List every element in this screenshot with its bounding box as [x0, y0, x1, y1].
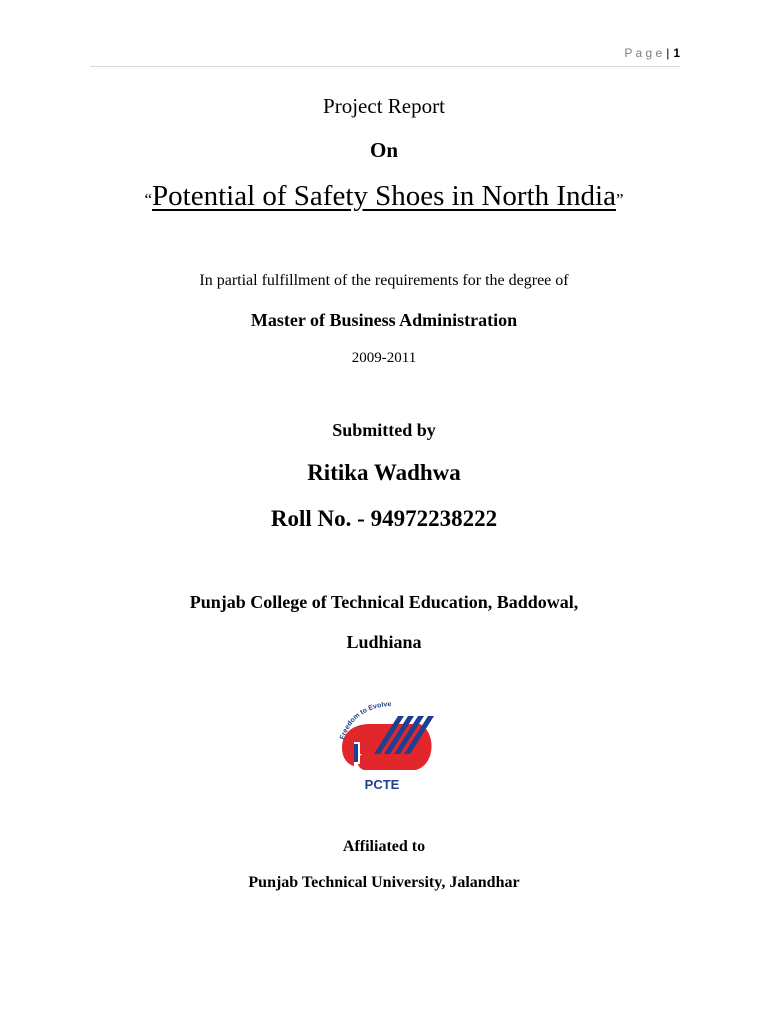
report-title-line: [0, 180, 768, 213]
report-title: Potential of Safety Shoes in North India: [152, 180, 616, 212]
college-name: Punjab College of Technical Education, Baddowal,: [189, 592, 579, 612]
pcte-logo: [332, 702, 438, 794]
degree-name: Master of Business Administration: [250, 310, 518, 330]
submitted-by-label: Submitted by: [332, 420, 436, 440]
report-on: On: [369, 138, 398, 162]
logo-tagline: Freedom to Evolve: [339, 702, 392, 741]
page-label: P a g e: [624, 46, 663, 60]
title-close-quote: ”: [615, 190, 624, 209]
affiliated-label: Affiliated to: [342, 838, 426, 855]
title-open-quote: “: [144, 190, 153, 209]
roll-number: Roll No. - 94972238222: [270, 506, 498, 531]
college-city: Ludhiana: [346, 632, 422, 652]
page-separator: |: [666, 46, 670, 60]
student-name: Ritika Wadhwa: [307, 460, 461, 485]
page-number: 1: [673, 46, 680, 60]
partial-fulfillment-text: In partial fulfillment of the requirements for the degree of: [199, 272, 569, 289]
session-years: 2009-2011: [351, 350, 417, 366]
report-heading: Project Report: [323, 94, 445, 118]
page-header: [90, 46, 680, 67]
university-name: Punjab Technical University, Jalandhar: [248, 874, 520, 891]
logo-wordmark: PCTE: [364, 777, 400, 792]
